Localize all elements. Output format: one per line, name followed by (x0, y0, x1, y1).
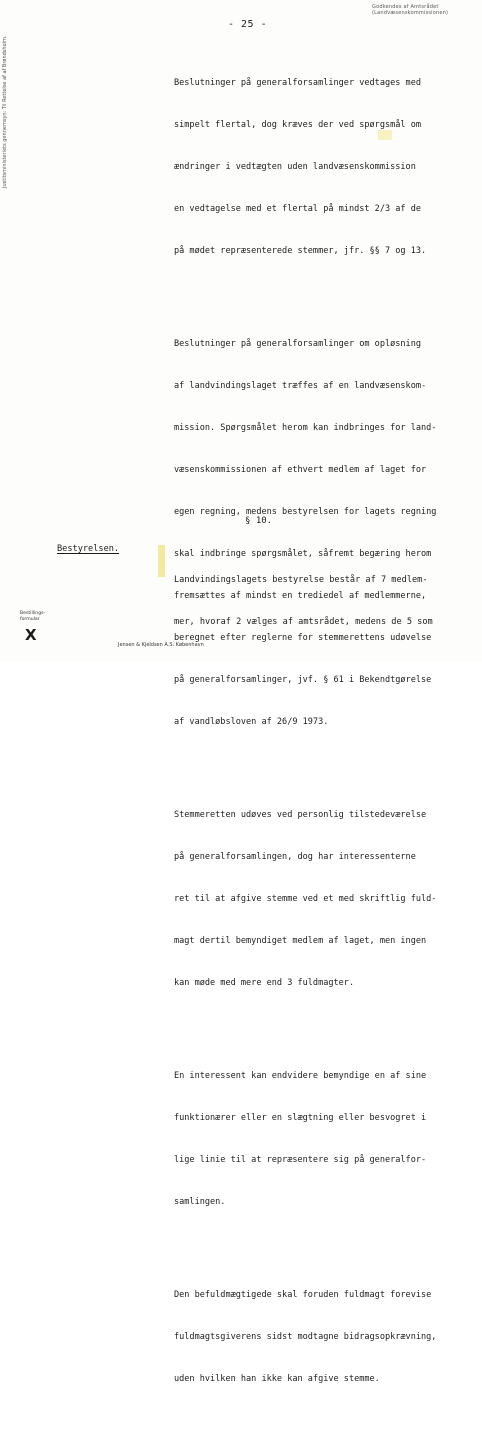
body-text (174, 48, 464, 1437)
margin-highlight-mark (158, 545, 165, 577)
text-line: en vedtagelse med et flertal på mindst 2/3 af de (174, 204, 421, 214)
text-line: magt dertil bemyndiget medlem af laget, men ingen (174, 936, 427, 946)
text-line: skal indbringe spørgsmålet, såfremt begæring herom (174, 549, 432, 559)
text-line: på generalforsamlinger, jvf. § 61 i Bekendtgørelse (174, 675, 432, 685)
text-line: mission. Spørgsmålet herom kan indbringes for land- (174, 423, 437, 433)
text-line: ret til at afgive stemme ved et med skriftlig fuld- (174, 894, 437, 904)
paragraph-1 (174, 48, 464, 286)
final-paragraph (174, 545, 433, 657)
order-form-label (20, 611, 45, 623)
printer-imprint: Jensen & Kjeldsen A.S. København (118, 642, 204, 648)
text-line: kan møde med mere end 3 fuldmagter. (174, 978, 355, 988)
text-line: ændringer i vedtægten uden landvæsenskommission (174, 162, 416, 172)
page-number: - 25 - (228, 19, 268, 30)
text-line: Landvindingslagets bestyrelse består af 7 medlem- (174, 575, 428, 585)
section-title: § 10. (245, 516, 273, 526)
form-label-line: formular (20, 617, 40, 622)
text-line: fremsættes af mindst en trediedel af medlemmerne, (174, 591, 427, 601)
corner-stamp: Godkendes af Amtsrådet (Landvæsenskommissionen) (372, 4, 449, 16)
form-label-line: Bestillings- (20, 611, 46, 616)
text-line: af vandløbsloven af 26/9 1973. (174, 717, 329, 727)
paragraph-2 (174, 309, 464, 757)
text-line: beregnet efter reglerne for stemmerettens udøvelse (174, 633, 432, 643)
text-line: Beslutninger på generalforsamlinger vedtages med (174, 78, 421, 88)
side-margin-note: Justitsministeriets gennemsyn: Til Rettelse af af Brøndsholm. (2, 35, 8, 188)
paragraph-4 (174, 1041, 464, 1237)
paragraph-3 (174, 780, 464, 1018)
text-line: mer, hvoraf 2 vælges af amtsrådet, medens de 5 som (174, 617, 433, 627)
text-line: lige linie til at repræsentere sig på generalfor- (174, 1155, 427, 1165)
text-line: En interessent kan endvidere bemyndige en af sine (174, 1071, 427, 1081)
text-line: Stemmeretten udøves ved personlig tilstedeværelse (174, 810, 427, 820)
text-line: på generalforsamlingen, dog har interessenterne (174, 852, 416, 862)
text-line: uden hvilken han ikke kan afgive stemme. (174, 1374, 380, 1384)
text-line: fuldmagtsgiverens sidst modtagne bidragsopkrævning, (174, 1332, 437, 1342)
text-line: egen regning, medens bestyrelsen for lagets regning (174, 507, 437, 517)
side-heading: Bestyrelsen. (57, 544, 120, 554)
form-x-mark: X (25, 626, 37, 644)
text-line: funktionærer eller en slægtning eller besvogret i (174, 1113, 427, 1123)
text-line: af landvindingslaget træffes af en landvæsenskom- (174, 381, 427, 391)
text-line: på mødet repræsenterede stemmer, jfr. §§ 7 og 13. (174, 246, 427, 256)
text-line: væsenskommissionen af ethvert medlem af laget for (174, 465, 427, 475)
paragraph-5 (174, 1260, 464, 1414)
text-line: Den befuldmægtigede skal foruden fuldmagt forevise (174, 1290, 432, 1300)
text-line: Beslutninger på generalforsamlinger om opløsning (174, 339, 421, 349)
text-line: samlingen. (174, 1197, 226, 1207)
text-line: simpelt flertal, dog kræves der ved spørgsmål om (174, 120, 421, 130)
